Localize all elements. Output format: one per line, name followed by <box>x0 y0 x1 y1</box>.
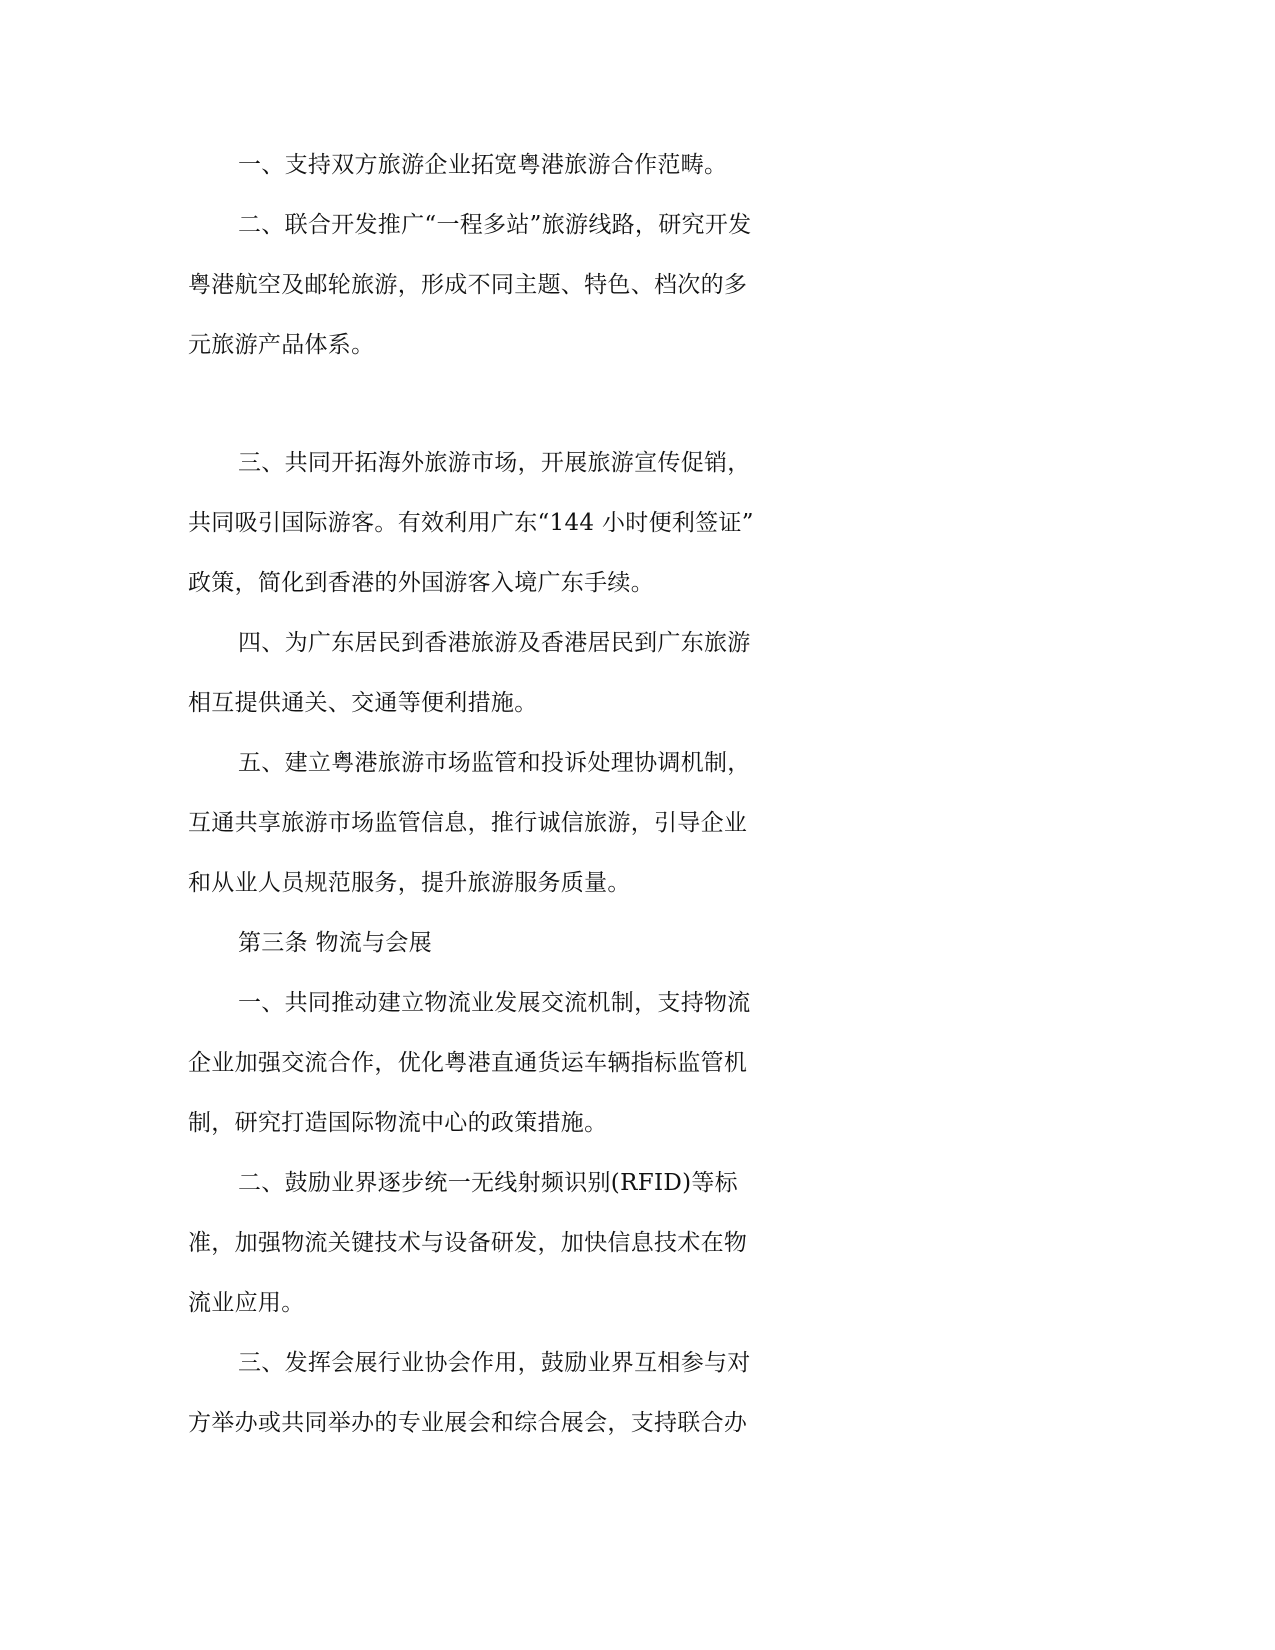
text-line: 准，加强物流关键技术与设备研发，加快信息技术在物 <box>188 1230 748 1256</box>
text-line: 政策，简化到香港的外国游客入境广东手续。 <box>188 570 654 596</box>
text-line: 粤港航空及邮轮旅游，形成不同主题、特色、档次的多 <box>188 272 748 298</box>
text-line: 共同吸引国际游客。有效利用广东“144 小时便利签证” <box>188 510 754 536</box>
text-line: 一、支持双方旅游企业拓宽粤港旅游合作范畴。 <box>238 152 728 178</box>
text-line: 相互提供通关、交通等便利措施。 <box>188 690 538 716</box>
text-line: 三、共同开拓海外旅游市场，开展旅游宣传促销， <box>238 450 751 476</box>
text-line: 二、联合开发推广“一程多站”旅游线路，研究开发 <box>238 212 752 238</box>
text-line: 互通共享旅游市场监管信息，推行诚信旅游，引导企业 <box>188 810 748 836</box>
text-line: 企业加强交流合作，优化粤港直通货运车辆指标监管机 <box>188 1050 748 1076</box>
text-line: 制，研究打造国际物流中心的政策措施。 <box>188 1110 608 1136</box>
text-line: 一、共同推动建立物流业发展交流机制，支持物流 <box>238 990 751 1016</box>
text-line: 三、发挥会展行业协会作用，鼓励业界互相参与对 <box>238 1350 751 1376</box>
text-line: 五、建立粤港旅游市场监管和投诉处理协调机制， <box>238 750 751 776</box>
text-line: 流业应用。 <box>188 1290 305 1316</box>
section-heading: 第三条 物流与会展 <box>238 930 433 956</box>
text-line: 元旅游产品体系。 <box>188 332 375 358</box>
text-line: 方举办或共同举办的专业展会和综合展会，支持联合办 <box>188 1410 748 1436</box>
text-line: 四、为广东居民到香港旅游及香港居民到广东旅游 <box>238 630 751 656</box>
text-line: 和从业人员规范服务，提升旅游服务质量。 <box>188 870 631 896</box>
text-line: 二、鼓励业界逐步统一无线射频识别(RFID)等标 <box>238 1170 738 1196</box>
